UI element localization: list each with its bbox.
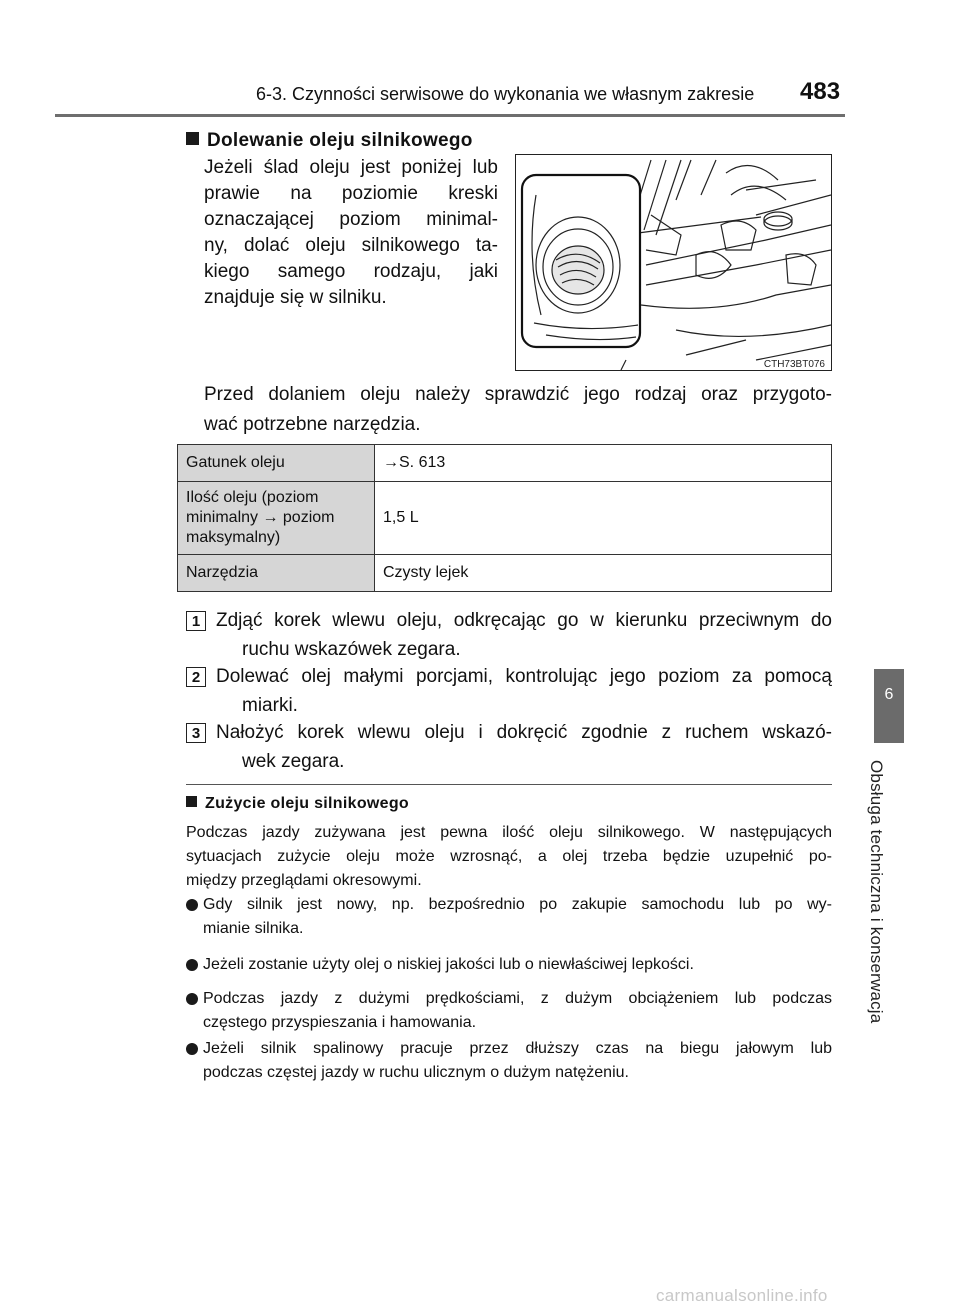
header-rule <box>55 114 845 117</box>
bullet-dot-icon <box>186 959 198 971</box>
intro-line: prawie na poziomie kreski <box>204 183 498 204</box>
oil-spec-table <box>177 444 832 592</box>
step-text: miarki. <box>242 695 298 716</box>
bullet-line: częstego przyspieszania i hamowania. <box>203 1014 477 1031</box>
page-number: 483 <box>800 78 841 105</box>
intro-paragraph <box>204 155 498 311</box>
bullet-item <box>203 893 832 941</box>
intro-line: ny, dolać oleju silnikowego ta- <box>204 235 498 256</box>
table-label-cell <box>178 445 375 482</box>
intro-line: kiego samego rodzaju, jaki <box>204 261 498 282</box>
step-item <box>216 718 832 776</box>
chapter-title: Obsługa techniczna i konserwacja <box>867 760 886 1024</box>
section-divider <box>186 784 832 785</box>
table-value-cell <box>375 445 832 482</box>
bullet-item <box>203 1037 832 1085</box>
intro-line: oznaczającej poziom minimal- <box>204 209 498 230</box>
table-label-cell <box>178 482 375 555</box>
preparation-paragraph <box>204 380 832 440</box>
section-heading-consumption <box>186 795 409 813</box>
step-text: Dolewać olej małymi porcjami, kontrolując jego poziom za pomocą <box>216 666 832 687</box>
bullet-line: podczas częstej jazdy w ruchu ulicznym o dużym natężeniu. <box>203 1064 629 1081</box>
running-header-title: 6-3. Czynności serwisowe do wykonania we własnym zakresie <box>256 84 755 104</box>
bullet-item <box>203 953 832 977</box>
bullet-dot-icon <box>186 899 198 911</box>
table-label: Gatunek oleju <box>186 454 285 471</box>
consumption-paragraph <box>186 821 832 893</box>
square-bullet-icon <box>186 132 199 145</box>
step-text: wek zegara. <box>242 751 345 772</box>
table-value: Czysty lejek <box>383 564 469 581</box>
preparation-line: Przed dolaniem oleju należy sprawdzić jego rodzaj oraz przygoto- <box>204 384 832 405</box>
bullet-line: Jeżeli zostanie użyty olej o niskiej jakości lub o niewłaściwej lepkości. <box>203 956 694 973</box>
paragraph-line: Podczas jazdy zużywana jest pewna ilość oleju silnikowego. W następujących <box>186 824 832 841</box>
step-text: Nałożyć korek wlewu oleju i dokręcić zgodnie z ruchem wskazó- <box>216 722 832 743</box>
bullet-line: mianie silnika. <box>203 920 304 937</box>
bullet-line: Gdy silnik jest nowy, np. bezpośrednio po zakupie samochodu lub po wy- <box>203 896 832 913</box>
table-label-line: maksymalny) <box>186 529 281 546</box>
step-number-badge: 3 <box>186 723 206 743</box>
bullet-line: Jeżeli silnik spalinowy pracuje przez dłuższy czas na biegu jałowym lub <box>203 1040 832 1057</box>
section-heading-text: Dolewanie oleju silnikowego <box>207 130 473 151</box>
table-label-line: Ilość oleju (poziom <box>186 489 319 506</box>
step-text: Zdjąć korek wlewu oleju, odkręcając go w kierunku przeciwnym do <box>216 610 832 631</box>
step-number-badge: 2 <box>186 667 206 687</box>
figure-code-text: CTH73BT076 <box>763 359 825 370</box>
intro-line: znajduje się w silniku. <box>204 287 387 308</box>
table-value-cell <box>375 482 832 555</box>
preparation-line: wać potrzebne narzędzia. <box>204 414 421 435</box>
bullet-item <box>203 987 832 1035</box>
chapter-tab <box>874 669 904 743</box>
table-value: 1,5 L <box>383 509 419 526</box>
table-label: Narzędzia <box>186 564 259 581</box>
chapter-number: 6 <box>884 686 894 703</box>
engine-bay-drawing <box>516 155 832 371</box>
step-text: ruchu wskazówek zegara. <box>242 639 461 660</box>
square-bullet-icon <box>186 796 197 807</box>
table-value: →S. 613 <box>383 454 446 471</box>
step-item <box>216 606 832 664</box>
table-row <box>178 482 832 555</box>
bullet-line: Podczas jazdy z dużymi prędkościami, z dużym obciążeniem lub podczas <box>203 990 832 1007</box>
engine-oil-cap-illustration <box>515 154 832 371</box>
bullet-dot-icon <box>186 1043 198 1055</box>
bullet-dot-icon <box>186 993 198 1005</box>
paragraph-line: sytuacjach zużycie oleju może wzrosnąć, a olej trzeba będzie uzupełnić po- <box>186 848 832 865</box>
section-heading-text: Zużycie oleju silnikowego <box>205 795 409 812</box>
step-item <box>216 662 832 720</box>
section-heading-add-oil <box>186 130 473 152</box>
table-label-line: minimalny → poziom <box>186 509 335 526</box>
step-number-badge: 1 <box>186 611 206 631</box>
intro-line: Jeżeli ślad oleju jest poniżej lub <box>204 157 498 178</box>
table-label-cell <box>178 555 375 592</box>
table-value-cell <box>375 555 832 592</box>
paragraph-line: między przeglądami okresowymi. <box>186 872 422 889</box>
table-row <box>178 445 832 482</box>
watermark: carmanualsonline.info <box>656 1286 828 1305</box>
table-row <box>178 555 832 592</box>
